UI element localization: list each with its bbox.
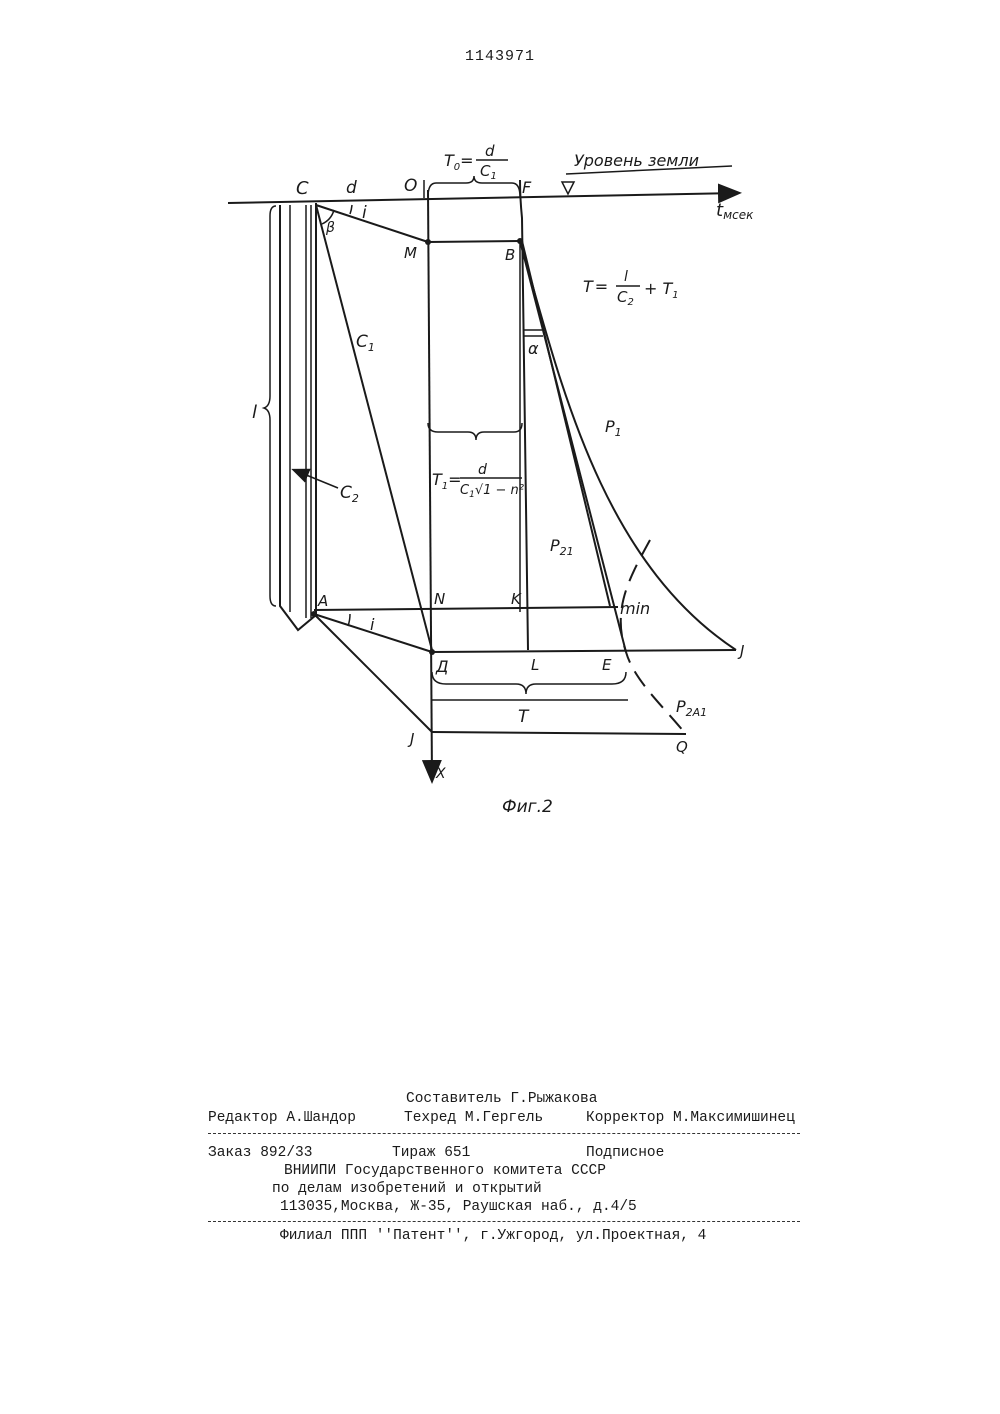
label-j-right: J bbox=[740, 642, 745, 660]
techred: Техред М.Гергель bbox=[404, 1110, 544, 1126]
label-n: N bbox=[434, 590, 446, 608]
svg-text:C1: $C_1$ bbox=[480, 162, 497, 182]
svg-text:d: d bbox=[485, 142, 495, 160]
label-f: F bbox=[522, 178, 532, 197]
label-d-cyr: Д bbox=[436, 657, 449, 676]
divider-1 bbox=[208, 1133, 800, 1134]
label-m: M bbox=[404, 244, 417, 262]
label-o: O bbox=[404, 176, 418, 196]
org-line-1: ВНИИПИ Государственного комитета СССР bbox=[284, 1163, 606, 1179]
label-alpha: α bbox=[528, 339, 539, 358]
org-line-2: по делам изобретений и открытий bbox=[272, 1181, 542, 1197]
label-min: min bbox=[620, 599, 651, 618]
branch: Филиал ППП ''Патент'', г.Ужгород, ул.Проектная, 4 bbox=[280, 1228, 707, 1244]
label-i-bottom: i bbox=[370, 615, 375, 634]
label-time-axis: tмсек bbox=[716, 200, 754, 222]
label-beta: β bbox=[326, 220, 335, 236]
svg-text:T=: T = bbox=[583, 277, 609, 296]
label-c1: $C_1$ bbox=[356, 332, 375, 354]
label-e: E bbox=[602, 656, 612, 674]
label-ground-level: Уровень земли bbox=[574, 151, 699, 170]
label-d: d bbox=[346, 178, 357, 198]
svg-text:C2: $C_2$ bbox=[617, 288, 634, 308]
label-l: l bbox=[252, 402, 258, 423]
corrector: Корректор М.Максимишинец bbox=[586, 1110, 795, 1126]
divider-2 bbox=[208, 1221, 800, 1222]
svg-text:+ T1: + $T_1$ bbox=[644, 279, 679, 301]
svg-text:T0=: $T_0=$ bbox=[444, 151, 474, 173]
label-c: C bbox=[296, 178, 309, 199]
label-q: Q bbox=[676, 738, 688, 756]
label-p21: $P_{21}$ bbox=[550, 536, 574, 558]
org-line-3: 113035,Москва, Ж-35, Раушская наб., д.4/5 bbox=[280, 1199, 637, 1215]
label-b: B bbox=[505, 246, 516, 264]
compiler: Составитель Г.Рыжакова bbox=[406, 1091, 598, 1107]
label-p2a1: $P_{2A1}$ bbox=[676, 697, 708, 719]
editor: Редактор А.Шандор bbox=[208, 1110, 356, 1126]
label-a: A bbox=[318, 592, 329, 610]
subscription: Подписное bbox=[586, 1145, 665, 1161]
label-c2: $C_2$ bbox=[340, 483, 359, 505]
figure-caption: Фиг.2 bbox=[502, 797, 553, 817]
patent-number: 1143971 bbox=[464, 48, 535, 65]
circulation: Тираж 651 bbox=[392, 1145, 471, 1161]
label-k: K bbox=[511, 590, 521, 608]
label-l-point: L bbox=[531, 656, 540, 674]
svg-text:T1=: $T_1=$ bbox=[432, 470, 462, 492]
svg-text:C1√1 − n²: $C_1√1 - n^2$ bbox=[460, 483, 524, 500]
order: Заказ 892/33 bbox=[208, 1145, 313, 1161]
label-x-axis: X bbox=[436, 766, 446, 782]
label-i-top: i bbox=[362, 203, 367, 223]
svg-text:l: l bbox=[624, 269, 628, 285]
svg-text:d: d bbox=[478, 462, 487, 478]
label-t: T bbox=[518, 707, 529, 727]
label-j-bottom: J bbox=[410, 730, 415, 748]
label-p1: $P_1$ bbox=[605, 417, 622, 439]
